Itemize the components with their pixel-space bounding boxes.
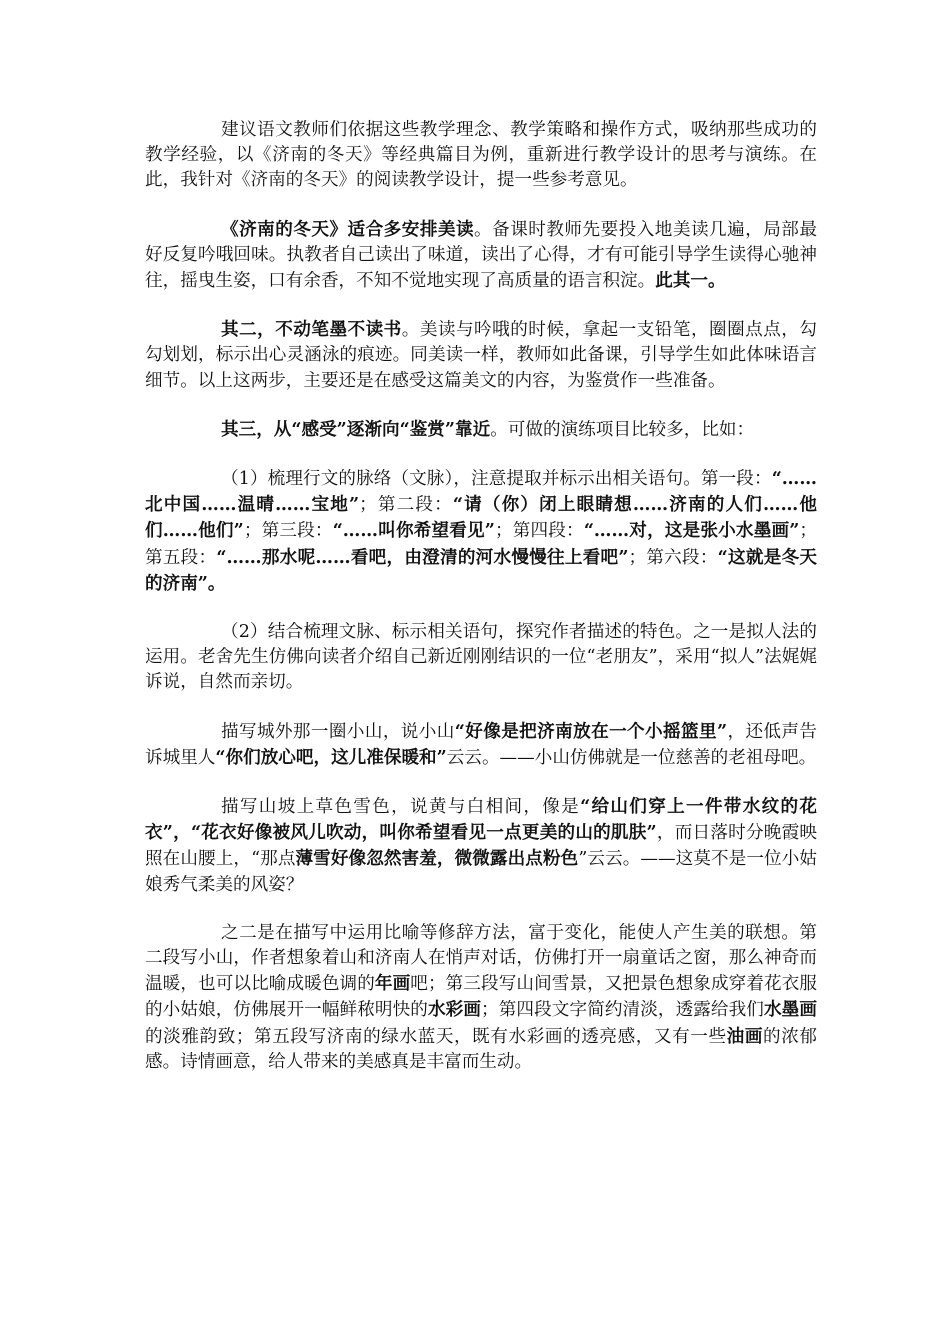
bold-text: “……北中国……温晴……宝地” xyxy=(145,468,817,516)
text-run: ；第三段： xyxy=(243,521,333,542)
text-run: 之二是在描写中运用比喻等修辞方法，富于变化，能使人产生美的联想。第二段写小山，作者想象着山和济南人在悄声对话，仿佛打开一扇童话之窗，那么神奇而温暖，也可以比喻成暖色调的 xyxy=(145,922,817,995)
text-run: ，而日落时分晚霞映照在山腰上， xyxy=(145,823,817,870)
paragraph-4 xyxy=(145,417,817,443)
text-run: 。美读与吟哦的时候，拿起一支铅笔，圈圈点点，勾勾划划，标示出心灵涵泳的痕迹。同美读一样，教师如此备课，引导学生如此体味语言细节。以上这两步，主要还是在感受这篇美文的内容，为鉴赏作一些准备。 xyxy=(145,320,817,391)
text-run: 描写山坡上草色雪色，说黄与白相间，像是 xyxy=(221,797,581,818)
bold-text: 年画 xyxy=(374,973,411,995)
document-page xyxy=(145,118,817,1098)
paragraph-2 xyxy=(145,217,817,295)
bold-text: 油画 xyxy=(726,1025,764,1047)
bold-text: “这就是冬天的济南”。 xyxy=(145,546,817,594)
text-run: 吧；第三段写山间雪景，又把景色想象成穿着花衣服的小姑娘，仿佛展开一幅鲜秾明快的 xyxy=(145,974,817,1021)
paragraph-6 xyxy=(145,620,817,696)
bold-text: 《济南的冬天》适合多安排美读 xyxy=(221,218,475,240)
text-run: （2）结合梳理文脉、标示相关语句，探究作者描述的特色。之一是拟人法的运用。老舍先生仿佛向读者介绍自己新近刚刚结识的一位“老朋友”，采用“拟人”法娓娓诉说，自然而亲切。 xyxy=(145,622,817,693)
bold-text: “你们放心吧，这儿准保暖和” xyxy=(215,746,447,768)
text-run: 建议语文教师们依据这些教学理念、教学策略和操作方式，吸纳那些成功的教学经验，以《济南的冬天》等经典篇目为例，重新进行教学设计的思考与演练。在此，我针对《济南的冬天》的阅读教学设计，提一些参考意见。 xyxy=(145,120,817,191)
text-run: ；第六段： xyxy=(628,547,718,568)
text-run: ；第四段文字简约清淡，透露给我们 xyxy=(481,1000,764,1021)
bold-text: 其二，不动笔墨不读书 xyxy=(221,319,402,341)
text-run: 云云。——小山仿佛就是一位慈善的老祖母吧。 xyxy=(446,747,817,768)
paragraph-3 xyxy=(145,317,817,394)
text-run: ，还低声告诉城里人 xyxy=(145,721,817,768)
paragraph-1 xyxy=(145,118,817,194)
bold-text: “好像是把济南放在一个小摇篮里” xyxy=(454,720,728,742)
text-run: 。可做的演练项目比较多，比如： xyxy=(490,419,755,440)
text-run: 。备课时教师先要投入地美读几遍，局部最好反复吟哦回味。执教者自己读出了味道，读出了心得，才有可能引导学生读得心驰神往，摇曳生姿，口有余香，不知不觉地实现了高质量的语言积淀。 xyxy=(145,219,817,292)
text-run: ；第五段： xyxy=(145,521,817,568)
bold-text: “……对，这是张小水墨画” xyxy=(583,520,800,542)
bold-text: 其三，从“感受”逐渐向“鉴赏”靠近 xyxy=(221,418,491,440)
paragraph-5 xyxy=(145,466,817,597)
paragraph-7 xyxy=(145,719,817,771)
paragraph-8 xyxy=(145,794,817,898)
bold-text: “……那水呢……看吧，由澄清的河水慢慢往上看吧” xyxy=(216,546,629,568)
text-run: （1）梳理行文的脉络（文脉），注意提取并标示出相关语句。第一段： xyxy=(221,469,772,490)
paragraph-9 xyxy=(145,921,817,1075)
bold-text: 水墨画 xyxy=(764,999,817,1021)
text-run: 的淡雅韵致；第五段写济南的绿水蓝天，既有水彩画的透亮感，又有一些 xyxy=(145,1026,727,1047)
bold-text: 此其一。 xyxy=(655,270,726,292)
text-run: 的浓郁感。诗情画意，给人带来的美感真是丰富而生动。 xyxy=(145,1026,817,1072)
text-run: ；第二段： xyxy=(359,495,453,516)
bold-text: 水彩画 xyxy=(427,999,482,1021)
text-run: ；第四段： xyxy=(494,521,584,542)
bold-text: 薄雪好像忽然害羞，微微露出点粉色 xyxy=(295,848,579,870)
text-run: “那点 xyxy=(251,849,296,870)
bold-text: “给山们穿上一件带水纹的花衣”，“花衣好像被风儿吹动，叫你希望看见一点更美的山的肌肤” xyxy=(145,796,817,844)
text-run: 描写城外那一圈小山，说小山 xyxy=(221,721,455,742)
bold-text: “……叫你希望看见” xyxy=(332,520,495,542)
bold-text: “请（你）闭上眼睛想……济南的人们……他们……他们” xyxy=(145,494,817,542)
text-run: ”云云。——这莫不是一位小姑娘秀气柔美的风姿？ xyxy=(145,849,818,895)
